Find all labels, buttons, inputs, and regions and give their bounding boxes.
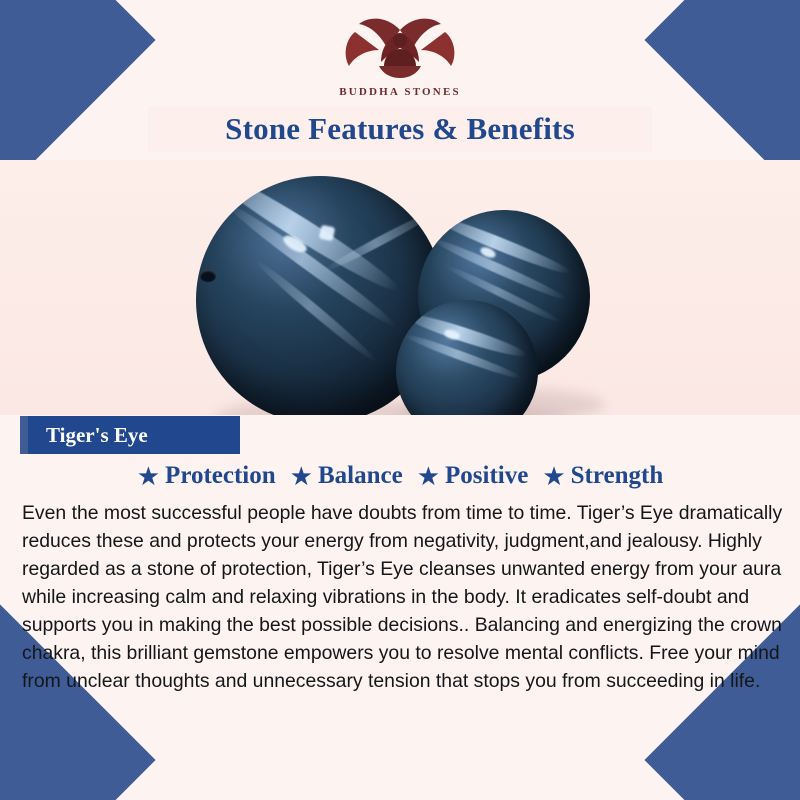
bead-drill-hole (200, 270, 216, 282)
benefit-label: Protection (165, 462, 276, 489)
brand-name: BUDDHA STONES (339, 86, 461, 98)
benefit-item-balance (284, 462, 409, 490)
benefits-row (0, 462, 800, 490)
stone-name-tab (28, 416, 240, 454)
benefit-item-positive (411, 462, 535, 490)
star-icon: ★ (416, 461, 440, 491)
benefit-label: Strength (570, 462, 664, 489)
star-icon: ★ (136, 461, 161, 491)
title-banner (148, 106, 652, 152)
stone-description: Even the most successful people have doubts from time to time. Tiger’s Eye dramatically reduces these and protects your energy from negativity, judgment,and jealousy. Highly regarded as a stone of protection, Tiger’s Eye cleanses unwanted energy from your aura while increasing calm and relaxing vibrations in the body. It eradicates self-doubt and supports you in making the best possible decisions.. Balancing and energizing the crown chakra, this brilliant gemstone empowers you to resolve mental conflicts. Free your mind from unclear thoughts and unnecessary tension that stops you from succeeding in life. (22, 502, 783, 692)
hero-image (0, 160, 800, 415)
brand-logo (0, 14, 800, 98)
benefit-label: Balance (317, 462, 403, 489)
name-tab-accent (20, 416, 28, 454)
stone-name: Tiger's Eye (46, 422, 148, 447)
benefit-label: Positive (445, 462, 529, 489)
lotus-meditation-icon (335, 14, 465, 84)
benefit-item-protection (131, 462, 282, 490)
star-icon: ★ (289, 461, 313, 491)
benefit-item-strength (536, 462, 669, 490)
star-icon: ★ (542, 461, 566, 491)
page-title: Stone Features & Benefits (225, 111, 575, 146)
